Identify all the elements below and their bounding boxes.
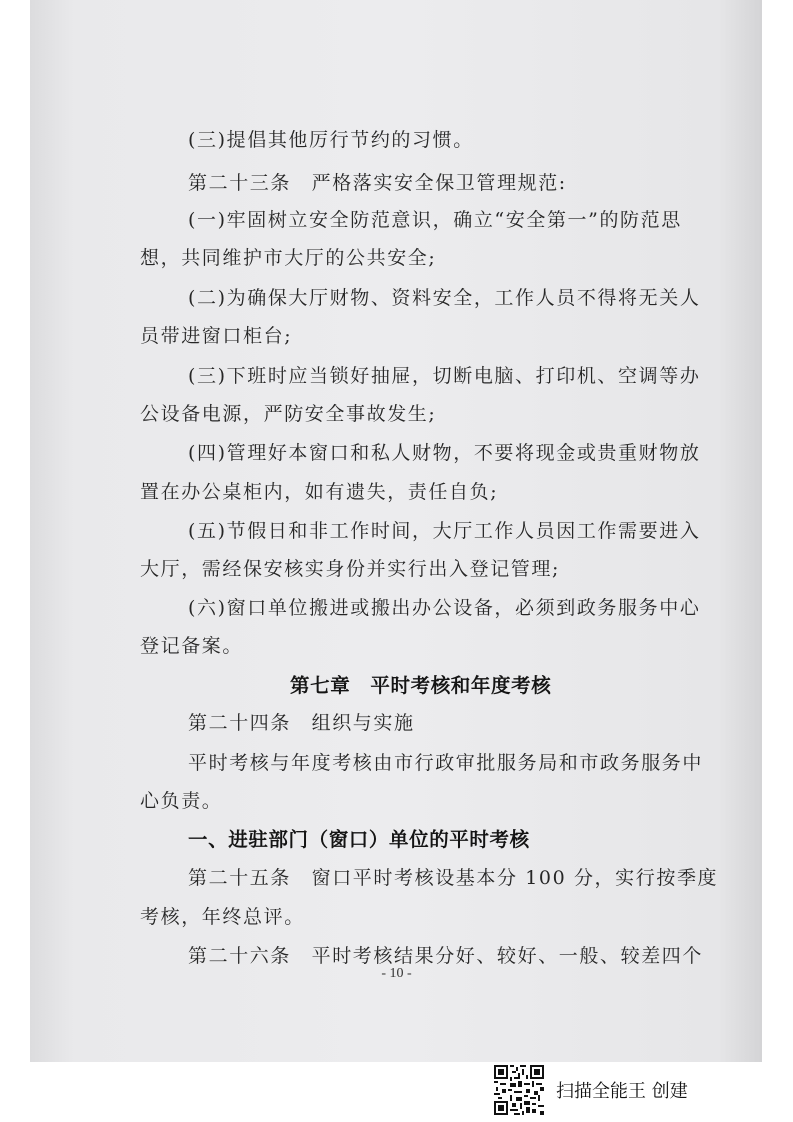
body-line: 平时考核与年度考核由市行政审批服务局和市政务服务中	[188, 752, 704, 774]
body-line: 公设备电源，严防安全事故发生;	[140, 403, 437, 425]
body-line: 想，共同维护市大厅的公共安全;	[140, 247, 437, 269]
body-line: (六)窗口单位搬进或搬出办公设备，必须到政务服务中心	[188, 597, 701, 619]
body-line: 置在办公桌柜内，如有遗失，责任自负;	[140, 481, 499, 503]
body-line: 第二十五条 窗口平时考核设基本分 100 分，实行按季度	[188, 867, 719, 889]
qr-code-icon	[494, 1065, 544, 1115]
body-line: (三)提倡其他厉行节约的习惯。	[188, 129, 474, 151]
body-line: (五)节假日和非工作时间，大厅工作人员因工作需要进入	[188, 520, 701, 542]
body-line: 第二十四条 组织与实施	[188, 712, 415, 734]
scanner-watermark	[494, 1064, 688, 1116]
body-line: (一)牢固树立安全防范意识，确立“安全第一”的防范思	[188, 209, 682, 231]
body-line: (二)为确保大厅财物、资料安全，工作人员不得将无关人	[188, 287, 701, 309]
body-line: 大厅，需经保安核实身份并实行出入登记管理;	[140, 558, 561, 580]
scanner-app-label: 扫描全能王 创建	[556, 1081, 688, 1102]
body-line: 员带进窗口柜台;	[140, 325, 293, 347]
body-line: 心负责。	[140, 790, 223, 812]
body-line: 考核，年终总评。	[140, 906, 305, 928]
body-line: (四)管理好本窗口和私人财物，不要将现金或贵重财物放	[188, 442, 701, 464]
body-line: 第二十三条 严格落实安全保卫管理规范:	[188, 172, 567, 194]
section-title: 一、进驻部门（窗口）单位的平时考核	[188, 828, 530, 851]
body-line: (三)下班时应当锁好抽屉，切断电脑、打印机、空调等办	[188, 365, 701, 387]
body-line: 第二十六条 平时考核结果分好、较好、一般、较差四个	[188, 945, 704, 967]
page-number: - 10 -	[381, 966, 412, 981]
chapter-title: 第七章 平时考核和年度考核	[290, 674, 552, 697]
body-line: 登记备案。	[140, 635, 244, 657]
